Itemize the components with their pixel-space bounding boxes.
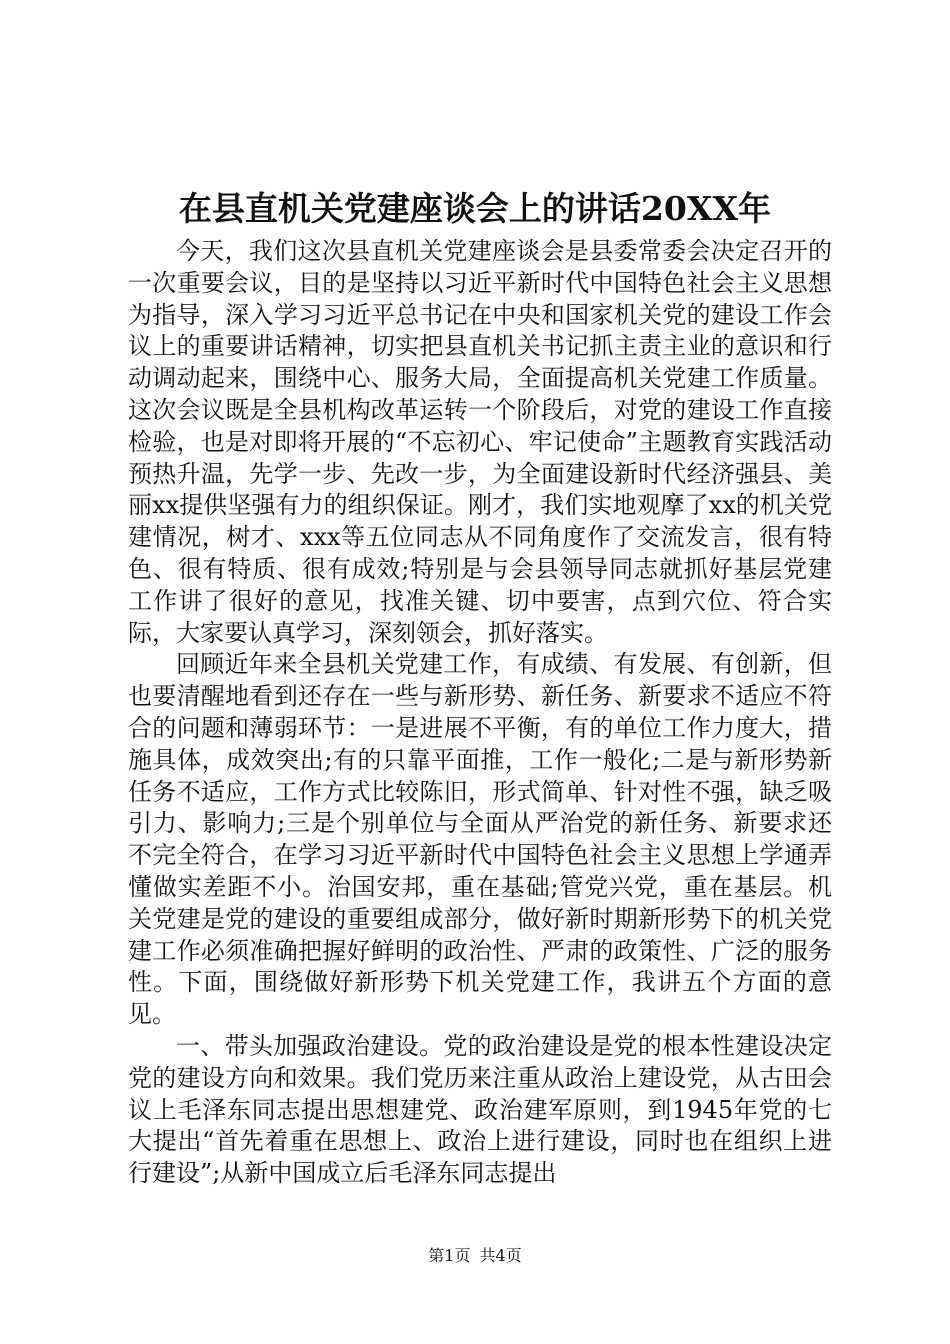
page-footer [0, 1245, 950, 1267]
paragraph-3: 一、带头加强政治建设。党的政治建设是党的根本性建设决定党的建设方向和效果。我们党历来注重从政治上建设党，从古田会议上毛泽东同志提出思想建党、政治建军原则，到1945年党的七大提出“首先着重在思想上、政治上进行建设，同时也在组织上进行建设”;从新中国成立后毛泽东同志提出 [128, 1031, 832, 1188]
page-number: 第1页 [428, 1246, 471, 1265]
paragraph-1: 今天，我们这次县直机关党建座谈会是县委常委会决定召开的一次重要会议，目的是坚持以习近平新时代中国特色社会主义思想为指导，深入学习习近平总书记在中央和国家机关党的建设工作会议上的重要讲话精神，切实把县直机关书记抓主责主业的意识和行动调动起来，围绕中心、服务大局，全面提高机关党建工作质量。这次会议既是全县机构改革运转一个阶段后，对党的建设工作直接检验，也是对即将开展的“不忘初心、牢记使命”主题教育实践活动预热升温，先学一步、先改一步，为全面建设新时代经济强县、美丽xx提供坚强有力的组织保证。刚才，我们实地观摩了xx的机关党建情况，树才、xxx等五位同志从不同角度作了交流发言，很有特色、很有特质、很有成效;特别是与会县领导同志就抓好基层党建工作讲了很好的意见，找准关键、切中要害，点到穴位、符合实际，大家要认真学习，深刻领会，抓好落实。 [128, 237, 832, 647]
page-total: 共4页 [479, 1246, 522, 1265]
paragraph-2: 回顾近年来全县机关党建工作，有成绩、有发展、有创新，但也要清醒地看到还存在一些与新形势、新任务、新要求不适应不符合的问题和薄弱环节：一是进展不平衡，有的单位工作力度大，措施具体，成效突出;有的只靠平面推，工作一般化;二是与新形势新任务不适应，工作方式比较陈旧，形式简单、针对性不强，缺乏吸引力、影响力;三是个别单位与全面从严治党的新任务、新要求还不完全符合，在学习习近平新时代中国特色社会主义思想上学通弄懂做实差距不小。治国安邦，重在基础;管党兴党，重在基层。机关党建是党的建设的重要组成部分，做好新时期新形势下的机关党建工作必须准确把握好鲜明的政治性、严肃的政策性、广泛的服务性。下面，围绕做好新形势下机关党建工作，我讲五个方面的意见。 [128, 650, 832, 1029]
document-title: 在县直机关党建座谈会上的讲话20XX年 [178, 189, 772, 228]
document-body [128, 236, 832, 1190]
